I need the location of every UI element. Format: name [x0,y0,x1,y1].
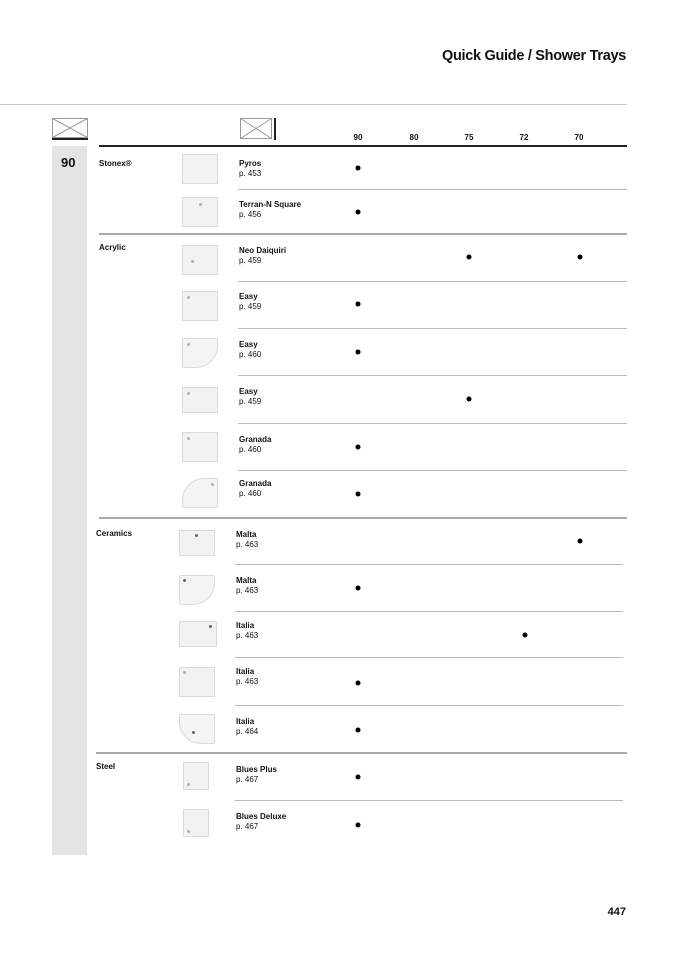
tray-thumbnail [182,432,218,462]
availability-dot [467,397,472,402]
header-rule [99,145,627,147]
product-page: p. 463 [236,631,259,640]
availability-dot [356,586,361,591]
product-page: p. 456 [239,210,262,219]
tray-thumbnail [179,530,215,556]
product-name: Terran-N Square [239,200,302,209]
tray-thumbnail [182,154,218,184]
product-name: Pyros [239,159,262,168]
availability-dot [356,492,361,497]
availability-dot [356,350,361,355]
row-divider [235,705,623,706]
tray-thumbnail [179,667,215,697]
product-name: Italia [236,667,255,676]
column-header: 72 [519,133,529,142]
row-divider [235,564,623,565]
availability-dot [356,302,361,307]
availability-dot [356,775,361,780]
tray-thumbnail [182,197,218,227]
availability-dot [356,823,361,828]
product-page: p. 467 [236,775,259,784]
tray-thumbnail [179,621,217,647]
row-divider [235,800,623,801]
category-label: Steel [96,762,116,771]
product-name: Granada [239,435,272,444]
image-placeholder-icon [240,118,278,140]
row-divider [96,752,627,754]
column-header: 70 [574,133,584,142]
row-divider [238,281,627,282]
product-page: p. 453 [239,169,262,178]
size-strip [52,146,87,855]
product-page: p. 459 [239,256,262,265]
product-name: Italia [236,621,255,630]
product-page: p. 460 [239,489,262,498]
tray-thumbnail [182,478,218,508]
tray-thumbnail [182,387,218,413]
column-header: 80 [409,133,419,142]
size-label: 90 [61,155,76,170]
tray-thumbnail [179,714,215,744]
row-divider [99,517,627,519]
category-label: Acrylic [99,243,126,252]
row-divider [238,423,627,424]
product-page: p. 463 [236,540,259,549]
product-name: Granada [239,479,272,488]
category-label: Ceramics [96,529,133,538]
image-placeholder-icon [52,118,88,140]
row-divider [99,233,627,235]
availability-dot [523,633,528,638]
product-page: p. 459 [239,397,262,406]
availability-dot [356,728,361,733]
availability-dot [356,445,361,450]
tray-thumbnail [182,291,218,321]
column-header: 75 [464,133,474,142]
availability-dot [356,681,361,686]
row-divider [238,189,627,190]
availability-dot [356,166,361,171]
availability-dot [467,255,472,260]
tray-thumbnail [182,338,218,368]
product-page: p. 459 [239,302,262,311]
tray-thumbnail [179,575,215,605]
availability-dot [356,210,361,215]
row-divider [238,328,627,329]
product-name: Malta [236,530,257,539]
column-header: 90 [353,133,363,142]
product-page: p. 463 [236,586,259,595]
product-name: Neo Daiquiri [239,246,287,255]
product-name: Easy [239,387,258,396]
availability-dot [578,255,583,260]
product-name: Blues Plus [236,765,277,774]
product-page: p. 460 [239,445,262,454]
tray-thumbnail [183,809,209,837]
product-page: p. 464 [236,727,259,736]
product-name: Italia [236,717,255,726]
product-page: p. 463 [236,677,259,686]
product-name: Easy [239,340,258,349]
row-divider [238,470,627,471]
row-divider [235,657,623,658]
availability-dot [578,539,583,544]
row-divider [235,611,623,612]
tray-thumbnail [182,245,218,275]
row-divider [238,375,627,376]
product-name: Malta [236,576,257,585]
top-rule [0,104,627,105]
product-page: p. 460 [239,350,262,359]
page-number: 447 [607,906,626,918]
product-name: Easy [239,292,258,301]
product-page: p. 467 [236,822,259,831]
category-label: Stonex® [99,159,132,168]
product-name: Blues Deluxe [236,812,287,821]
tray-thumbnail [183,762,209,790]
page-header-title: Quick Guide / Shower Trays [442,48,626,64]
